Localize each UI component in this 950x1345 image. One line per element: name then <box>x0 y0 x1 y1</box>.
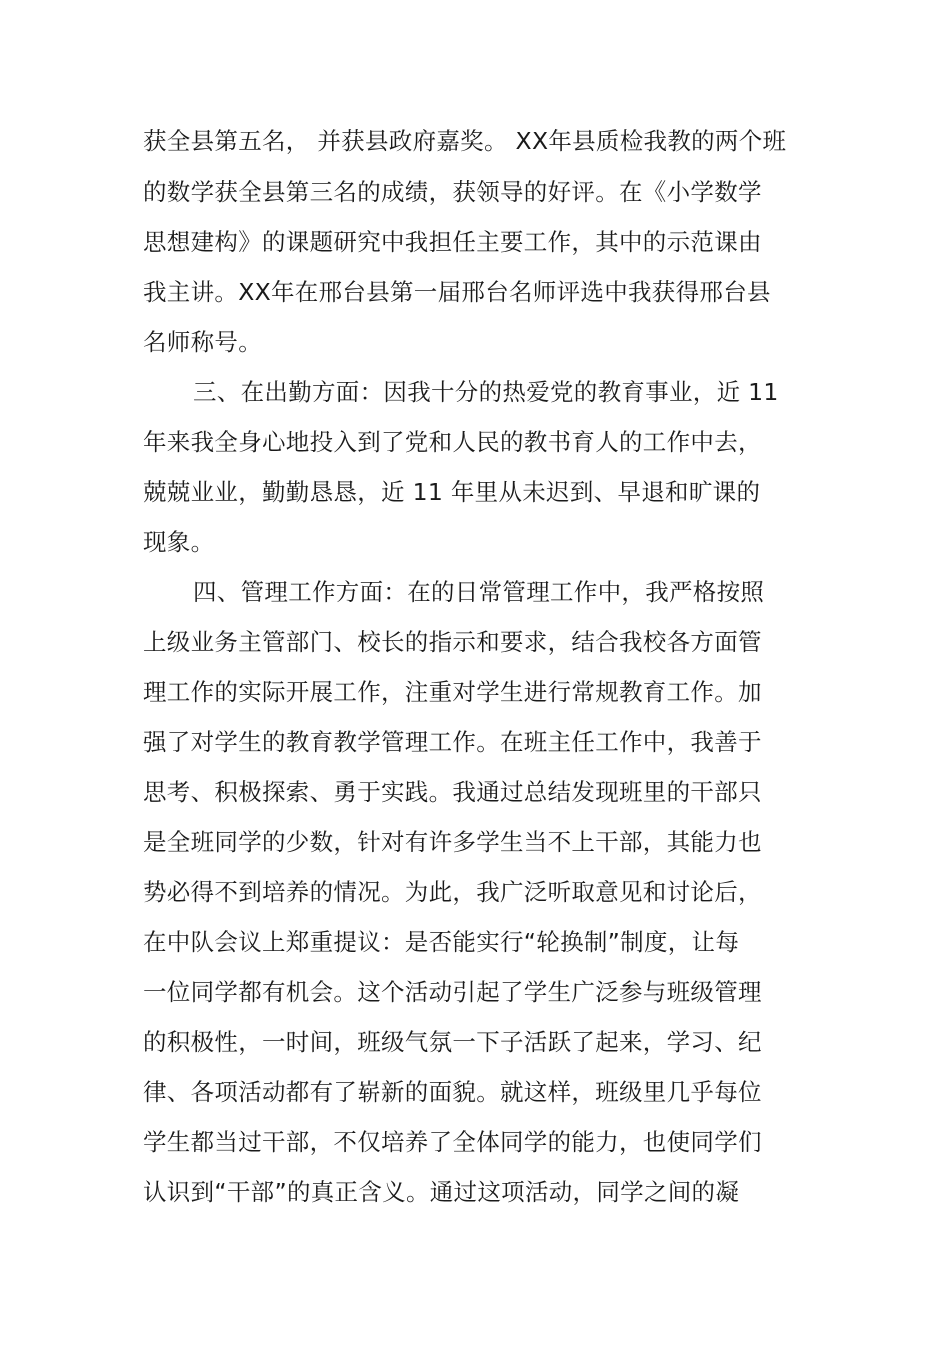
text-line: 兢兢业业，勤勤恳恳，近 11 年里从未迟到、早退和旷课的 <box>143 478 761 506</box>
text-line: 是全班同学的少数，针对有许多学生当不上干部，其能力也 <box>143 828 762 856</box>
text-line: 理工作的实际开展工作，注重对学生进行常规教育工作。加 <box>143 678 762 706</box>
text-line: 认识到“干部”的真正含义。通过这项活动，同学之间的凝 <box>143 1178 740 1206</box>
text-line: 我主讲。XX年在邢台县第一届邢台名师评选中我获得邢台县 <box>143 278 771 306</box>
text-line: 的数学获全县第三名的成绩，获领导的好评。在《小学数学 <box>143 178 762 206</box>
text-line: 在中队会议上郑重提议：是否能实行“轮换制”制度，让每 <box>143 928 740 956</box>
text-line: 名师称号。 <box>143 328 262 356</box>
text-line: 律、各项活动都有了崭新的面貌。就这样，班级里几乎每位 <box>143 1078 762 1106</box>
text-line: 学生都当过干部，不仅培养了全体同学的能力，也使同学们 <box>143 1128 762 1156</box>
text-line: 强了对学生的教育教学管理工作。在班主任工作中，我善于 <box>143 728 762 756</box>
paragraph-start-line: 四、管理工作方面：在的日常管理工作中，我严格按照 <box>193 578 765 606</box>
paragraph-start-line: 三、在出勤方面：因我十分的热爱党的教育事业，近 11 <box>193 378 779 406</box>
text-line: 的积极性，一时间，班级气氛一下子活跃了起来，学习、纪 <box>143 1028 762 1056</box>
text-line: 一位同学都有机会。这个活动引起了学生广泛参与班级管理 <box>143 978 762 1006</box>
text-line: 年来我全身心地投入到了党和人民的教书育人的工作中去， <box>143 428 762 456</box>
text-line: 现象。 <box>143 528 215 556</box>
text-line: 思考、积极探索、勇于实践。我通过总结发现班里的干部只 <box>143 778 762 806</box>
text-line: 势必得不到培养的情况。为此，我广泛听取意见和讨论后， <box>143 878 762 906</box>
text-line: 思想建构》的课题研究中我担任主要工作，其中的示范课由 <box>143 228 762 256</box>
text-line: 上级业务主管部门、校长的指示和要求，结合我校各方面管 <box>143 628 762 656</box>
text-line: 获全县第五名， 并获县政府嘉奖。 XX年县质检我教的两个班 <box>143 127 787 155</box>
